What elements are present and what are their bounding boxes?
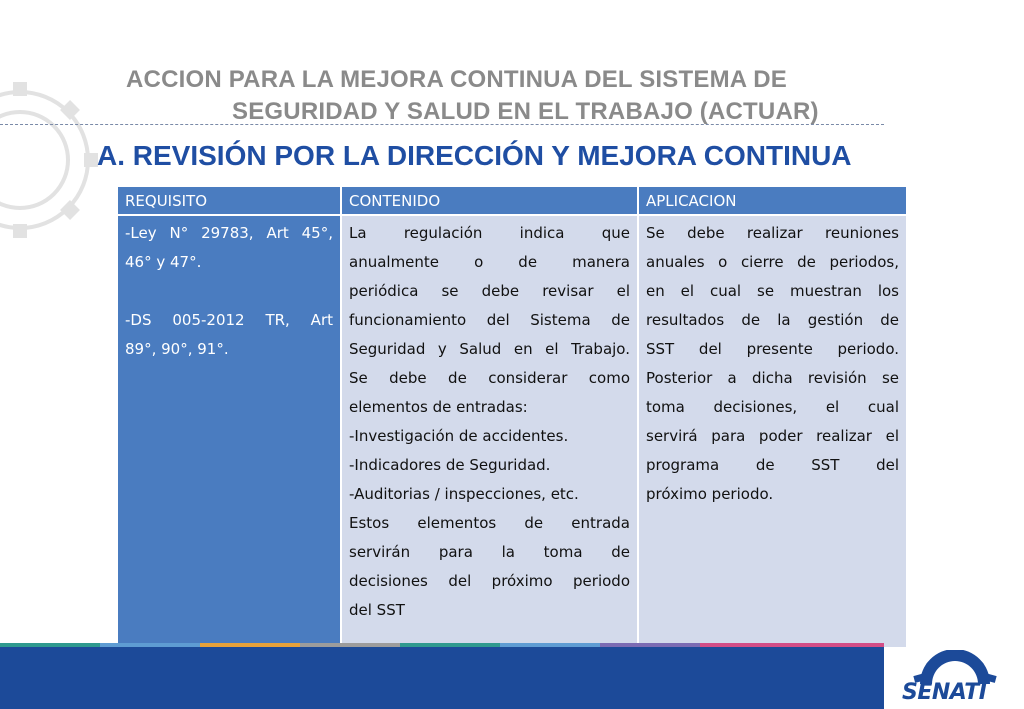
page-title-line2: SEGURIDAD Y SALUD EN EL TRABAJO (ACTUAR) bbox=[232, 98, 819, 125]
table-row bbox=[118, 215, 906, 647]
section-subtitle: A. REVISIÓN POR LA DIRECCIÓN Y MEJORA CONTINUA bbox=[97, 140, 852, 171]
contenido-line: funcionamiento del Sistema de bbox=[349, 311, 630, 329]
page-title-line1: ACCION PARA LA MEJORA CONTINUA DEL SISTEMA DE bbox=[126, 66, 788, 93]
aplicacion-line: en el cual se muestran los bbox=[646, 282, 899, 300]
aplicacion-line: SST del presente periodo. bbox=[646, 340, 899, 358]
contenido-line: La regulación indica que bbox=[349, 224, 630, 242]
contenido-line: Se debe de considerar como bbox=[349, 369, 630, 387]
contenido-line: Estos elementos de entrada bbox=[349, 514, 630, 532]
column-header-requisito: REQUISITO bbox=[118, 187, 341, 215]
contenido-line: servirán para la toma de bbox=[349, 543, 630, 561]
aplicacion-line: servirá para poder realizar el bbox=[646, 427, 899, 445]
contenido-line: elementos de entradas: bbox=[349, 398, 528, 416]
cell-contenido bbox=[341, 215, 638, 647]
req-text-line: 46° y 47°. bbox=[125, 253, 202, 271]
req-text-line: -Ley N° 29783, Art 45°, bbox=[125, 224, 333, 242]
contenido-line: -Investigación de accidentes. bbox=[349, 427, 569, 445]
column-header-aplicacion: APLICACION bbox=[638, 187, 906, 215]
aplicacion-line: anuales o cierre de periodos, bbox=[646, 253, 899, 271]
aplicacion-line: resultados de la gestión de bbox=[646, 311, 899, 329]
contenido-line: decisiones del próximo periodo bbox=[349, 572, 630, 590]
contenido-line: periódica se debe revisar el bbox=[349, 282, 630, 300]
aplicacion-line: toma decisiones, el cual bbox=[646, 398, 899, 416]
contenido-line: del SST bbox=[349, 601, 405, 619]
cell-requisito bbox=[118, 215, 341, 647]
contenido-line: -Auditorias / inspecciones, etc. bbox=[349, 485, 579, 503]
spacer bbox=[125, 277, 333, 306]
contenido-line: Seguridad y Salud en el Trabajo. bbox=[349, 340, 630, 358]
aplicacion-line: Se debe realizar reuniones bbox=[646, 224, 899, 242]
gear-decoration-icon bbox=[0, 70, 110, 250]
table-header-row bbox=[118, 187, 906, 215]
senati-logo-text: SENATI bbox=[902, 680, 987, 705]
footer-bar bbox=[0, 647, 884, 709]
req-text-line: -DS 005-2012 TR, Art bbox=[125, 311, 333, 329]
aplicacion-line: Posterior a dicha revisión se bbox=[646, 369, 899, 387]
contenido-line: -Indicadores de Seguridad. bbox=[349, 456, 551, 474]
title-divider bbox=[0, 124, 884, 125]
aplicacion-line: programa de SST del bbox=[646, 456, 899, 474]
req-text-line: 89°, 90°, 91°. bbox=[125, 340, 229, 358]
aplicacion-line: próximo periodo. bbox=[646, 485, 774, 503]
requirements-table bbox=[118, 187, 906, 647]
column-header-contenido: CONTENIDO bbox=[341, 187, 638, 215]
contenido-line: anualmente o de manera bbox=[349, 253, 630, 271]
cell-aplicacion bbox=[638, 215, 906, 647]
